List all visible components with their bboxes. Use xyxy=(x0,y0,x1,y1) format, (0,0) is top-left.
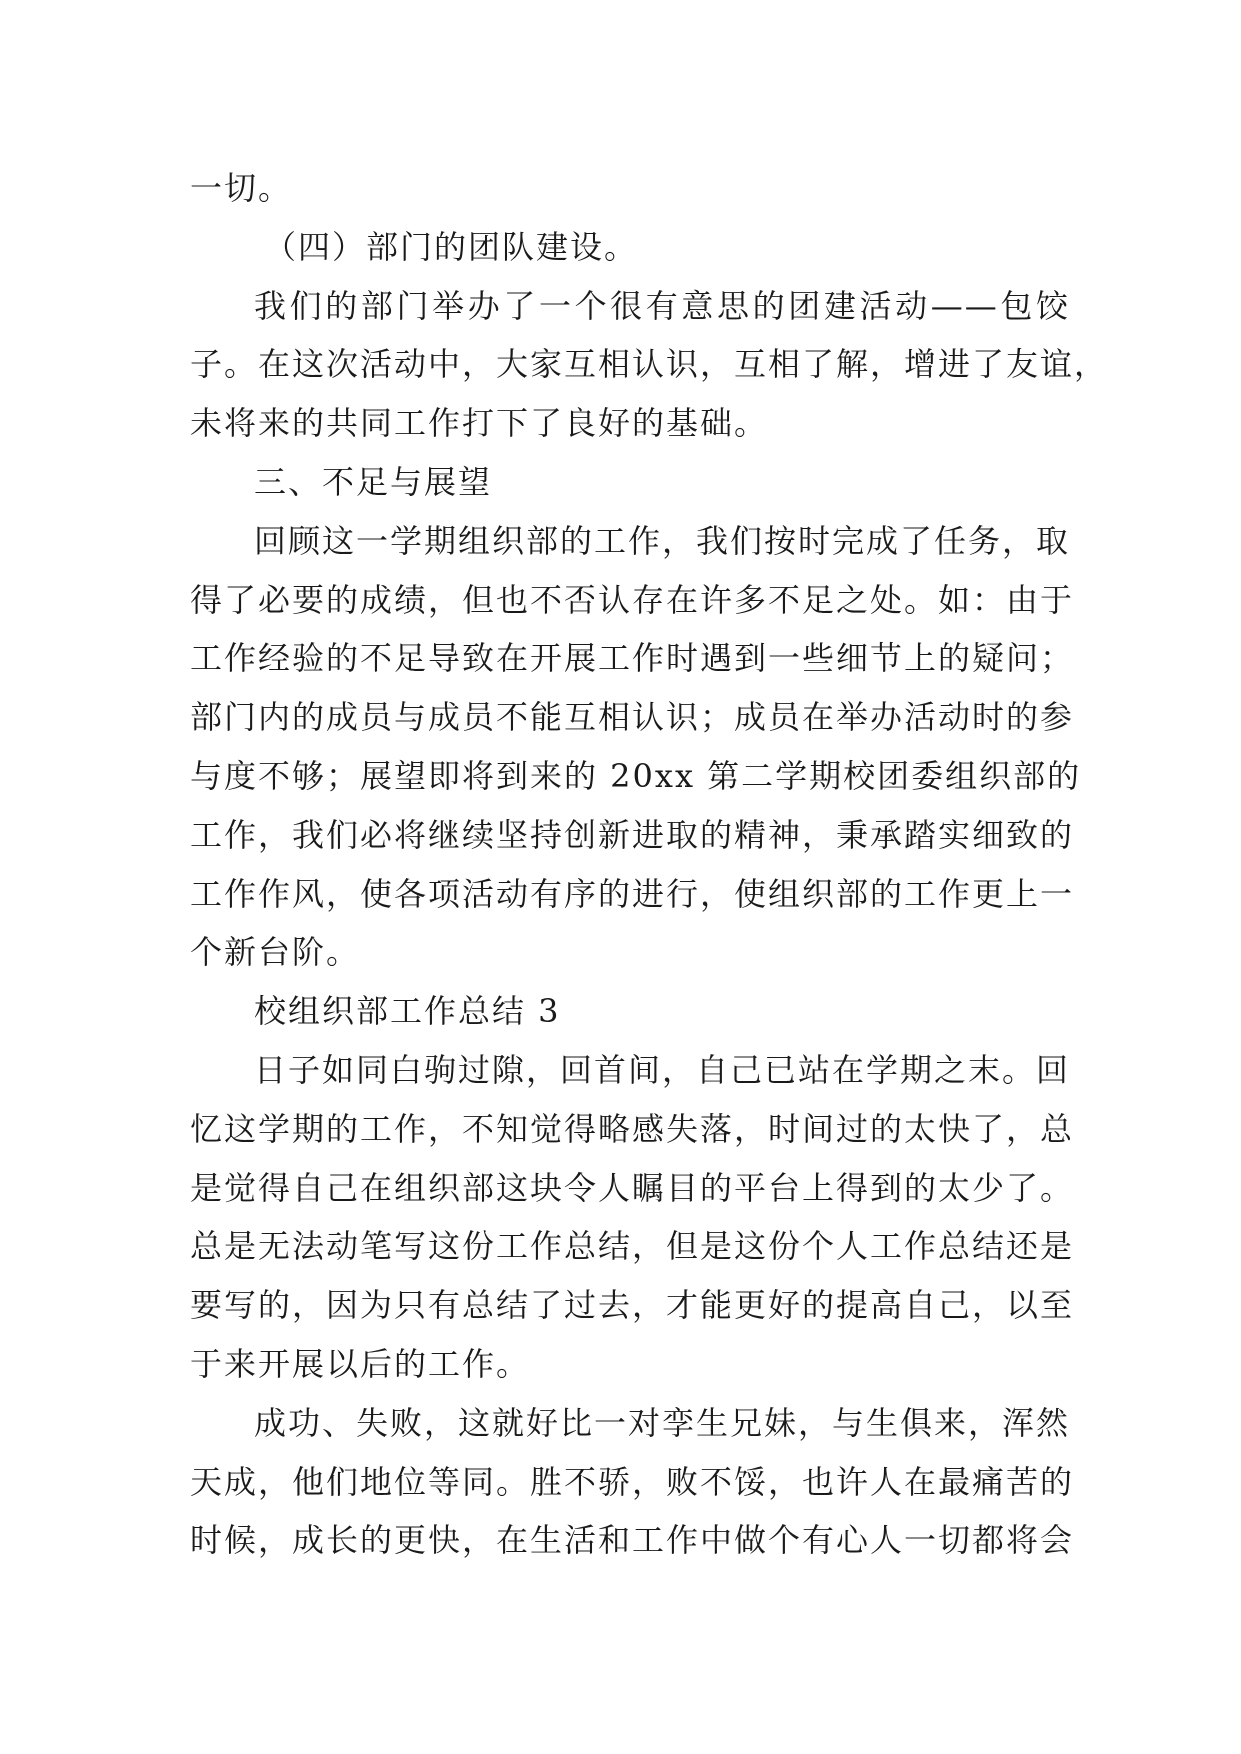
text-line: 要写的，因为只有总结了过去，才能更好的提高自己，以至 xyxy=(190,1286,1075,1325)
section-heading: 校组织部工作总结 3 xyxy=(254,992,561,1031)
text-line: 一切。 xyxy=(190,169,293,207)
text-line: 忆这学期的工作，不知觉得略感失落，时间过的太快了，总 xyxy=(190,1109,1075,1148)
text-line: 天成，他们地位等同。胜不骄，败不馁，也许人在最痛苦的 xyxy=(190,1462,1075,1501)
text-line: 成功、失败，这就好比一对孪生兄妹，与生俱来，浑然 xyxy=(254,1403,1071,1442)
section-heading: （四）部门的团队建设。 xyxy=(264,227,639,266)
text-line: 得了必要的成绩，但也不否认存在许多不足之处。如：由于 xyxy=(190,580,1075,619)
text-line: 回顾这一学期组织部的工作，我们按时完成了任务，取 xyxy=(254,521,1071,560)
text-line: 工作经验的不足导致在开展工作时遇到一些细节上的疑问； xyxy=(190,639,1075,678)
document-body xyxy=(190,159,1109,1570)
text-line: 于来开展以后的工作。 xyxy=(190,1344,531,1383)
text-line: 与度不够；展望即将到来的 20xx 第二学期校团委组织部的 xyxy=(190,756,1082,795)
text-line: 我们的部门举办了一个很有意思的团建活动——包饺 xyxy=(254,286,1070,325)
text-line: 工作作风，使各项活动有序的进行，使组织部的工作更上一 xyxy=(190,874,1075,913)
text-line: 时候，成长的更快，在生活和工作中做个有心人一切都将会 xyxy=(190,1521,1075,1560)
text-line: 工作，我们必将继续坚持创新进取的精神，秉承踏实细致的 xyxy=(190,815,1075,854)
text-line: 总是无法动笔写这份工作总结，但是这份个人工作总结还是 xyxy=(190,1227,1075,1266)
text-line: 日子如同白驹过隙，回首间，自己已站在学期之末。回 xyxy=(254,1050,1071,1089)
text-line: 未将来的共同工作打下了良好的基础。 xyxy=(190,404,769,443)
text-line: 个新台阶。 xyxy=(190,933,361,972)
text-line: 是觉得自己在组织部这块令人瞩目的平台上得到的太少了。 xyxy=(190,1168,1075,1207)
text-line: 部门内的成员与成员不能互相认识；成员在举办活动时的参 xyxy=(190,698,1075,737)
section-heading: 三、不足与展望 xyxy=(254,462,493,501)
text-line: 子。在这次活动中，大家互相认识，互相了解，增进了友谊， xyxy=(190,345,1109,384)
